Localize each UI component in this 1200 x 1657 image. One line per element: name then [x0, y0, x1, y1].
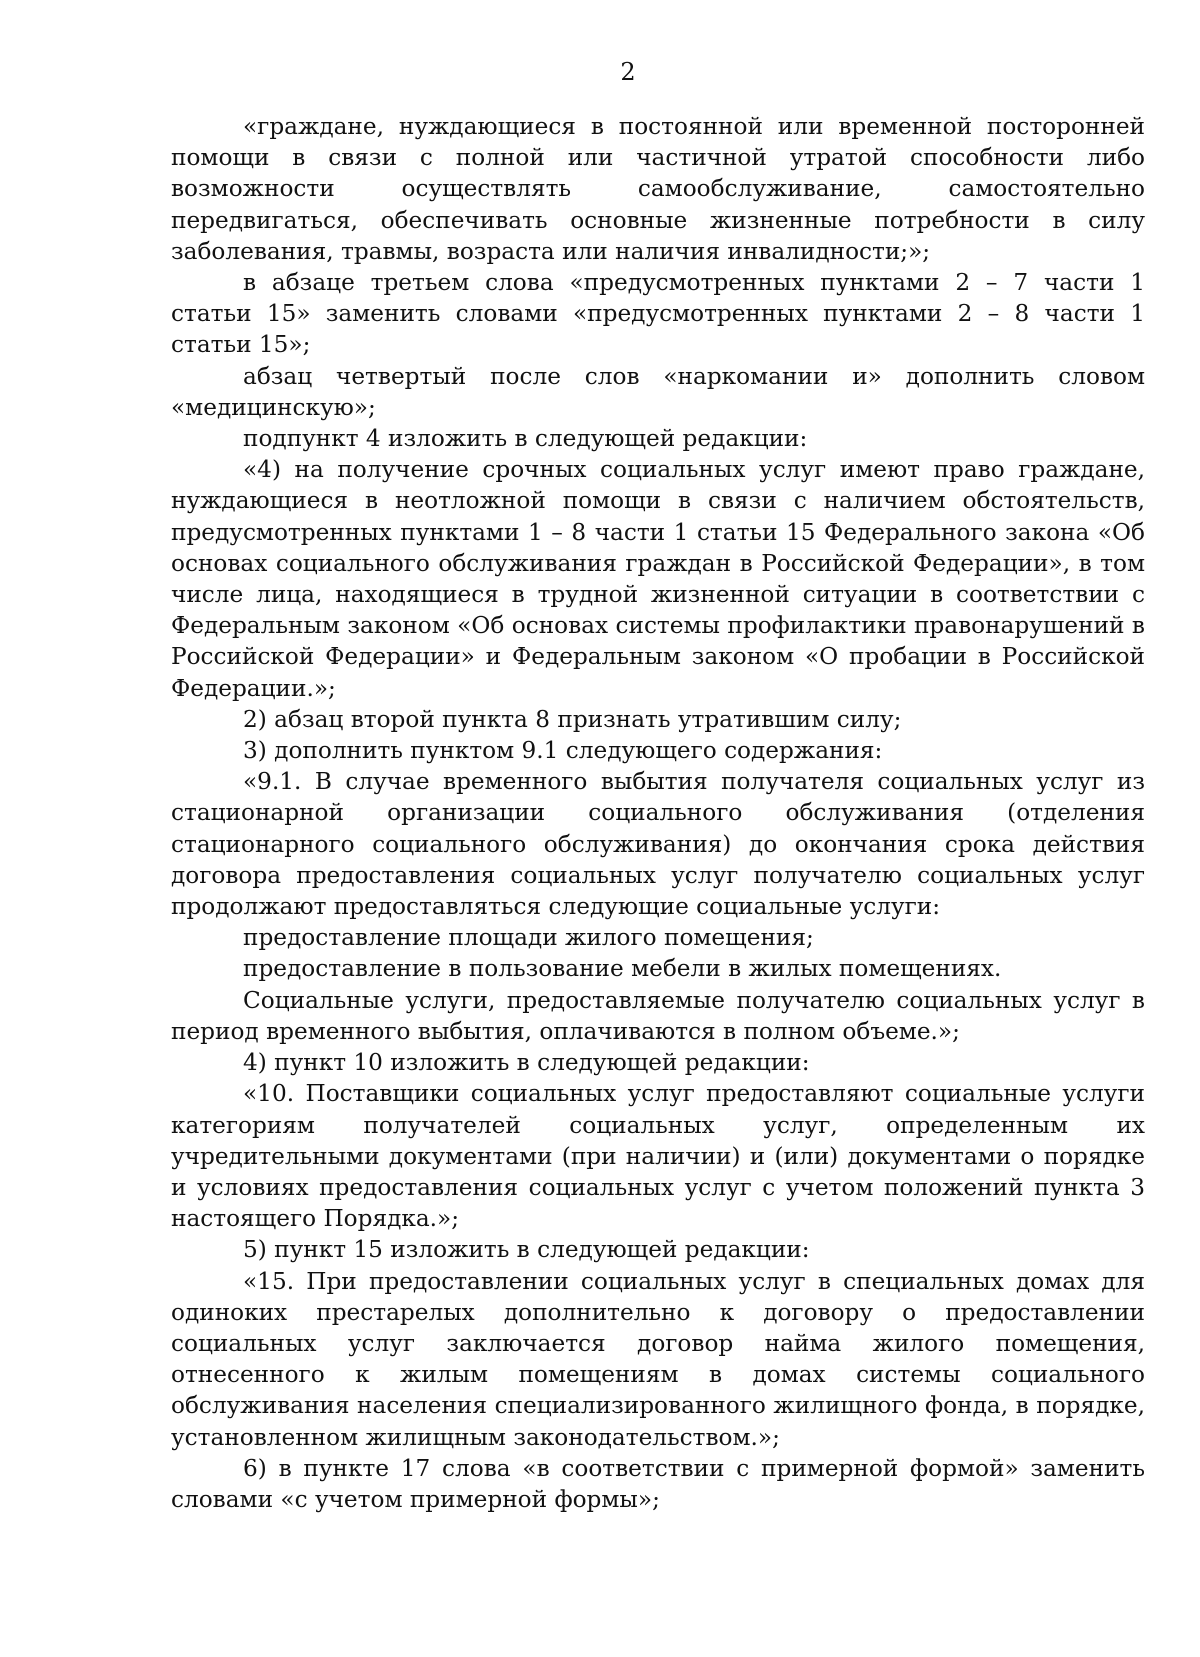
- paragraph: «9.1. В случае временного выбытия получателя социальных услуг из стационарной организации социального обслуживания (отделения стационарного социального обслуживания) до окончания срока действия договора предоставления социальных услуг получателю социальных услуг продолжают предоставляться следующие социальные услуги:: [171, 768, 1145, 921]
- paragraph: 6) в пункте 17 слова «в соответствии с примерной формой» заменить словами «с учетом примерной формы»;: [171, 1454, 1145, 1513]
- paragraph: 3) дополнить пунктом 9.1 следующего содержания:: [243, 737, 883, 765]
- page-number: [0, 56, 1200, 88]
- paragraph: подпункт 4 изложить в следующей редакции:: [243, 425, 808, 453]
- paragraph: предоставление в пользование мебели в жилых помещениях.: [243, 955, 1002, 983]
- paragraph: абзац четвертый после слов «наркомании и» дополнить словом «медицинскую»;: [171, 362, 1145, 421]
- paragraph: 4) пункт 10 изложить в следующей редакции:: [243, 1049, 810, 1077]
- paragraph: предоставление площади жилого помещения;: [243, 924, 814, 952]
- paragraph: 5) пункт 15 изложить в следующей редакции:: [243, 1236, 810, 1264]
- paragraph: «граждане, нуждающиеся в постоянной или временной посторонней помощи в связи с полной или частичной утратой способности либо возможности осуществлять самообслуживание, самостоятельно передвигаться, обеспечивать основные жизненные потребности в силу заболевания, травмы, возраста или наличия инвалидности;»;: [171, 113, 1145, 265]
- paragraph: «4) на получение срочных социальных услуг имеют право граждане, нуждающиеся в неотложной помощи в связи с наличием обстоятельств, предусмотренных пунктами 1 – 8 части 1 статьи 15 Федерального закона «Об основах социального обслуживания граждан в Российской Федерации», в том числе лица, находящиеся в трудной жизненной ситуации в соответствии с Федеральным законом «Об основах системы профилактики правонарушений в Российской Федерации» и Федеральным законом «О пробации в Российской Федерации.»;: [171, 456, 1145, 702]
- page-number-text: 2: [620, 58, 636, 86]
- document-body: [171, 111, 1145, 1515]
- paragraph: 2) абзац второй пункта 8 признать утратившим силу;: [243, 705, 902, 733]
- paragraph: Социальные услуги, предоставляемые получателю социальных услуг в период временного выбытия, оплачиваются в полном объеме.»;: [171, 986, 1145, 1045]
- paragraph: «15. При предоставлении социальных услуг в специальных домах для одиноких престарелых дополнительно к договору о предоставлении социальных услуг заключается договор найма жилого помещения, отнесенного к жилым помещениям в домах системы социального обслуживания населения специализированного жилищного фонда, в порядке, установленном жилищным законодательством.»;: [171, 1267, 1145, 1451]
- paragraph: «10. Поставщики социальных услуг предоставляют социальные услуги категориям получателей социальных услуг, определенным их учредительными документами (при наличии) и (или) документами о порядке и условиях предоставления социальных услуг с учетом положений пункта 3 настоящего Порядка.»;: [171, 1080, 1145, 1233]
- paragraph: в абзаце третьем слова «предусмотренных пунктами 2 – 7 части 1 статьи 15» заменить словами «предусмотренных пунктами 2 – 8 части 1 статьи 15»;: [171, 269, 1145, 359]
